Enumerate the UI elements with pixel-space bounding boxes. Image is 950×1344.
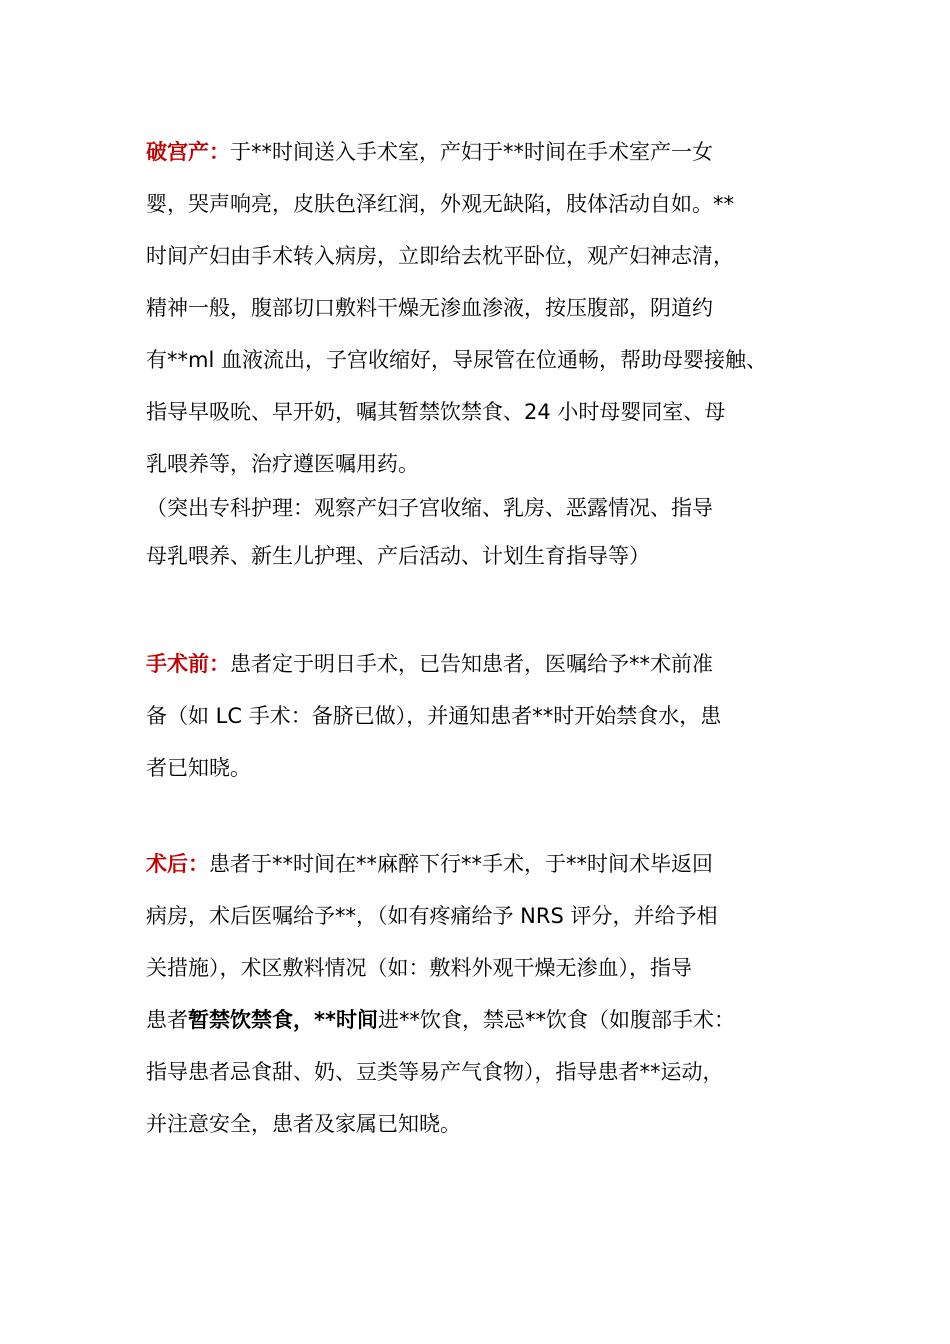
paragraph-line: 乳喂养等，治疗遵医嘱用药。 — [146, 452, 419, 476]
paragraph-line: 时间产妇由手术转入病房，立即给去枕平卧位，观产妇神志清， — [146, 244, 734, 268]
paragraph-line — [146, 638, 836, 690]
paragraph-line: 者已知晓。 — [146, 756, 251, 780]
paragraph-line: 指导患者忌食甜、奶、豆类等易产气食物），指导患者**运动， — [146, 1060, 724, 1084]
section-label-postoperative: 术后： — [146, 852, 209, 876]
emphasis-text: 暂禁饮禁食，**时间 — [188, 1008, 378, 1032]
paragraph-text: 进**饮食，禁忌**饮食（如腹部手术： — [377, 1008, 735, 1032]
paragraph-text: 患者定于明日手术，已告知患者，医嘱给予**术前准 — [230, 652, 713, 676]
section-preoperative — [146, 638, 836, 794]
paragraph-line: 关措施），术区敷料情况（如：敷料外观干燥无渗血），指导 — [146, 956, 692, 980]
paragraph-line — [146, 994, 836, 1046]
section-label-preoperative: 手术前： — [146, 652, 230, 676]
paragraph-line: 有**ml 血液流出，子宫收缩好，导尿管在位通畅，帮助母婴接触、 — [146, 348, 767, 372]
paragraph-text: 患者于**时间在**麻醉下行**手术，于**时间术毕返回 — [209, 852, 713, 876]
paragraph-line: 精神一般，腹部切口敷料干燥无渗血渗液，按压腹部，阴道约 — [146, 296, 713, 320]
section-postoperative — [146, 838, 836, 1150]
section-label-cesarean: 破宫产： — [146, 140, 230, 164]
paragraph-line: 备（如 LC 手术：备脐已做），并通知患者**时开始禁食水，患 — [146, 704, 722, 728]
paragraph-text: 于**时间送入手术室，产妇于**时间在手术室产一女 — [230, 140, 713, 164]
paragraph-text: 患者 — [146, 1008, 188, 1032]
paragraph-line: 并注意安全，患者及家属已知晓。 — [146, 1112, 461, 1136]
note-line: （突出专科护理：观察产妇子宫收缩、乳房、恶露情况、指导 — [146, 496, 713, 520]
section-cesarean-note — [146, 484, 836, 580]
note-line: 母乳喂养、新生儿护理、产后活动、计划生育指导等） — [146, 544, 650, 568]
paragraph-line: 指导早吸吮、早开奶，嘱其暂禁饮禁食、24 小时母婴同室、母 — [146, 400, 726, 424]
paragraph-line — [146, 838, 836, 890]
paragraph-line: 婴，哭声响亮，皮肤色泽红润，外观无缺陷，肢体活动自如。** — [146, 192, 734, 216]
paragraph-line — [146, 126, 836, 178]
section-cesarean — [146, 126, 836, 490]
paragraph-line: 病房，术后医嘱给予**，（如有疼痛给予 NRS 评分，并给予相 — [146, 904, 718, 928]
